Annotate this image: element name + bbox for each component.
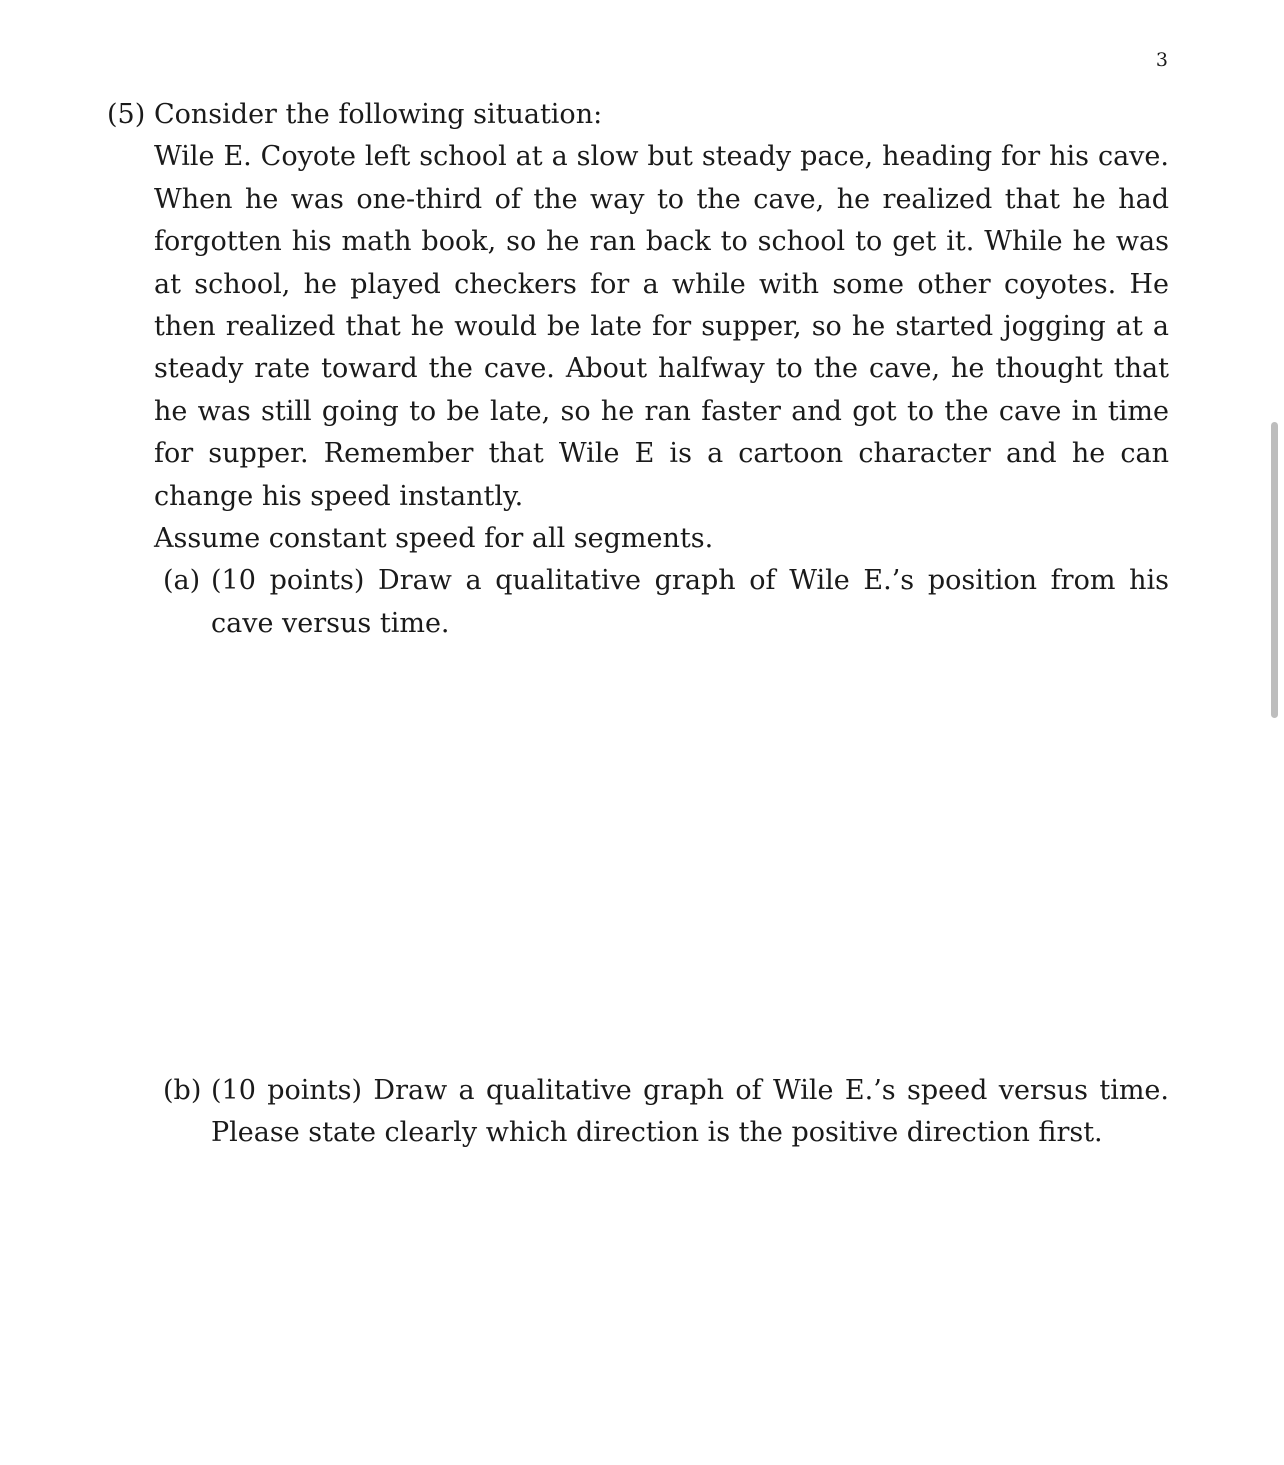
question-number: (5) [107,99,146,130]
question-body: Wile E. Coyote left school at a slow but steady pace, heading for his cave. When he was one-third of the way to the cave, he realized that he had forgotten his math book, so he ran back to school to get it. While he was at school, he played checkers for a while with some other coyotes. He then realized that he would be late for supper, so he started jogging at a steady rate toward the cave. About halfway to the cave, he thought that he was still going to be late, so he ran faster and got to the cave in time for supper. Remember that Wile E is a cartoon character and he can change his speed instantly. [154,141,1169,512]
page-number: 3 [1155,49,1168,71]
part-b-container [107,1070,1169,1155]
question-assumption: Assume constant speed for all segments. [154,523,714,555]
part-a-label: (a) [163,565,201,597]
vertical-scrollbar[interactable] [1271,422,1278,718]
question-intro: Consider the following situation: [154,99,603,130]
question-header [107,94,1169,136]
part-b [163,1070,1169,1155]
part-a [163,560,1169,645]
part-b-label: (b) [163,1075,202,1106]
part-a-text: (10 points) Draw a qualitative graph of Wile E.’s position from his cave versus time. [211,565,1169,639]
part-b-text: (10 points) Draw a qualitative graph of Wile E.’s speed versus time. Please state clearly which direction is the positive direction first. [211,1075,1169,1149]
question-5 [107,94,1169,645]
